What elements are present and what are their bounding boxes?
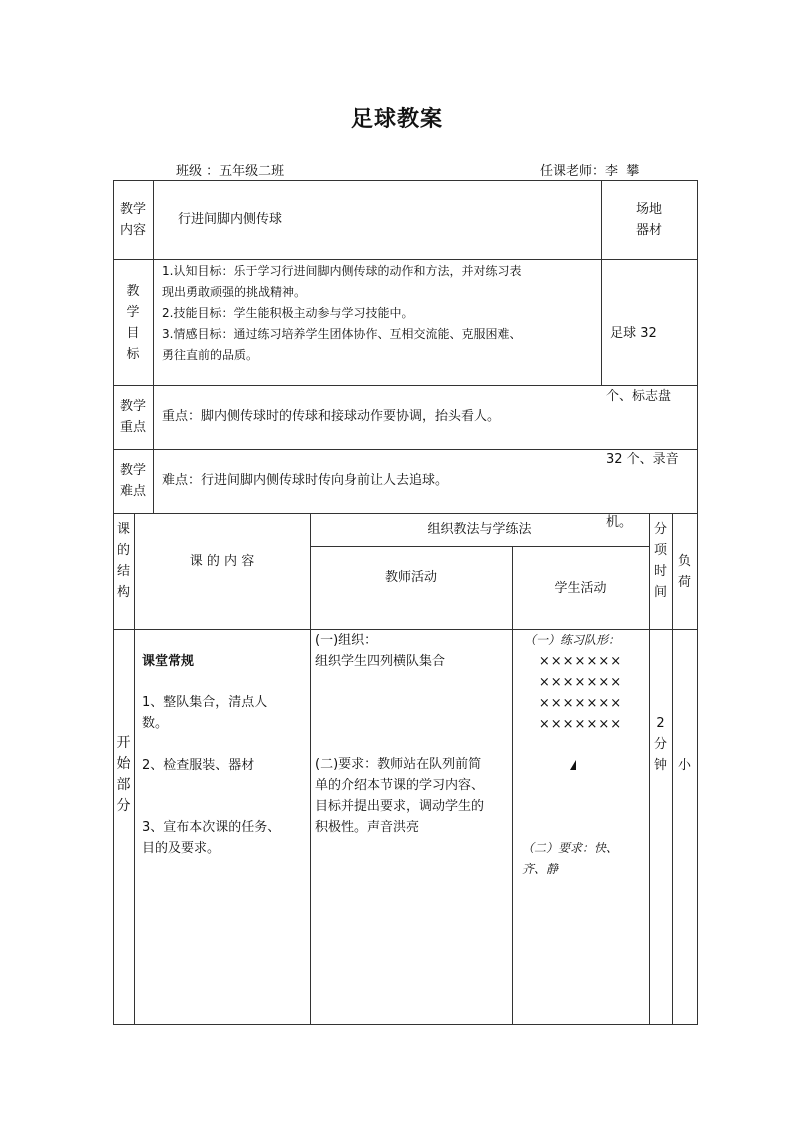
teacher-requirements: (二)要求：教师站在队列前简 单的介绍本节课的学习内容、 目标并提出要求，调动学生的 积极性。声音洪亮 [315,757,485,835]
org-header: 组织教法与学练法 [427,522,532,537]
section-opening-time: 2 分 钟 [653,716,667,773]
routine-title: 课堂常规 [142,654,195,669]
formation-row: ××××××× [538,717,623,732]
goals-text: 1.认知目标：乐于学习行进间脚内侧传球的动作和方法，并对练习表 现出勇敢顽强的挑战精神。 2.技能目标：学生能积极主动参与学习技能中。 3.情感目标：通过练习培养学生团体协作、互相交流能、克服困难、 勇往直前的品质。 [162,264,522,362]
difficulty-label: 教学 难点 [119,463,146,499]
time-header: 分 项 时 间 [653,522,667,600]
section-opening-load: 小 [677,758,691,773]
equipment-label: 场地 器材 [635,202,662,238]
load-header: 负 荷 [677,554,691,590]
student-requirements: （二）要求：快、 齐、静 [522,841,619,876]
page-title: 足球教案 [350,106,443,132]
student-formation-title: （一）练习队形： [524,633,621,647]
formation-row: ××××××× [538,675,623,690]
equipment-list: 足球 32 个、标志盘 32 个、录音 机。 [606,326,679,530]
student-activity-header: 学生活动 [554,581,607,596]
teacher-org-title: (一)组织： [315,633,378,648]
content-value: 行进间脚内侧传球 [178,212,283,227]
goals-label: 教 学 目 标 [126,284,140,362]
routine-item-1: 1、整队集合，清点人 数。 [142,695,268,731]
teacher-label: 任课老师：李 攀 [540,164,640,179]
routine-item-2: 2、检查服装、器材 [142,758,255,773]
formation-row: ××××××× [538,654,623,669]
teacher-org-text: 组织学生四列横队集合 [315,654,446,669]
teacher-activity-header: 教师活动 [384,570,437,585]
formation-row: ××××××× [538,696,623,711]
teacher-position-triangle-icon [570,760,576,770]
key-label: 教学 重点 [119,399,146,435]
difficulty-value: 难点：行进间脚内侧传球时传向身前让人去追球。 [162,473,449,488]
content-label: 教学 内容 [119,202,146,238]
content-header: 课 的 内 容 [189,554,255,569]
key-value: 重点：脚内侧传球时的传球和接球动作要协调，抬头看人。 [162,409,501,424]
formation-diagram [512,651,649,735]
structure-header: 课 的 结 构 [116,522,130,600]
class-label: 班级 ：五年级二班 [176,164,285,179]
routine-item-3: 3、宣布本次课的任务、 目的及要求。 [142,820,281,856]
section-opening-label: 开 始 部 分 [116,735,131,814]
